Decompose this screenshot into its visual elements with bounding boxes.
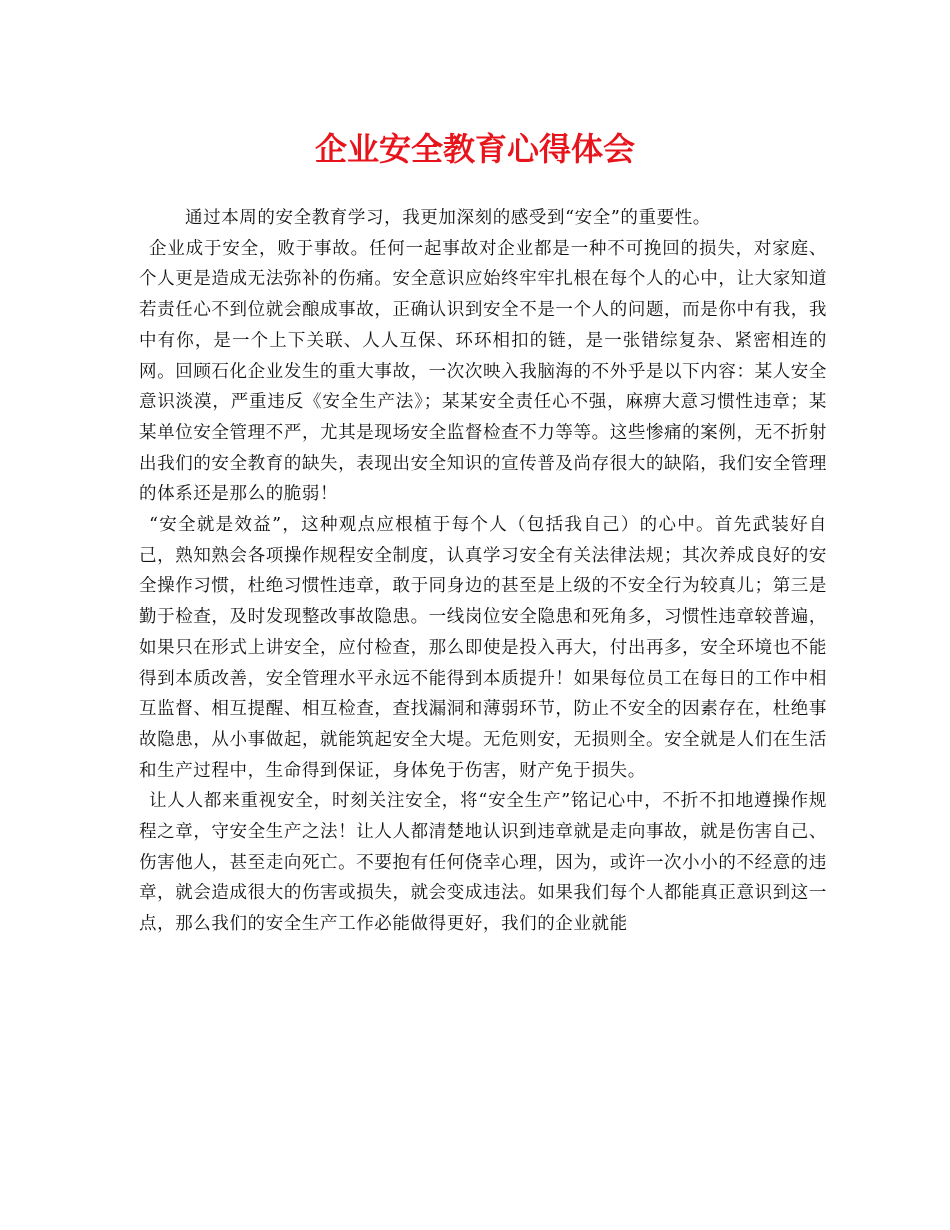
document-body xyxy=(139,203,827,940)
paragraph-safety-benefit: “安全就是效益”，这种观点应根植于每个人（包括我自己）的心中。首先武装好自己，熟知熟会各项操作规程安全制度，认真学习安全有关法律法规；其次养成良好的安全操作习惯，杜绝习惯性违章，敢于同身边的甚至是上级的不安全行为较真儿；第三是勤于检查，及时发现整改事故隐患。一线岗位安全隐患和死角多，习惯性违章较普遍，如果只在形式上讲安全，应付检查，那么即使是投入再大，付出再多，安全环境也不能得到本质改善，安全管理水平永远不能得到本质提升！如果每位员工在每日的工作中相互监督、相互提醒、相互检查，查找漏洞和薄弱环节，防止不安全的因素存在，杜绝事故隐患，从小事做起，就能筑起安全大堤。无危则安，无损则全。安全就是人们在生活和生产过程中，生命得到保证，身体免于伤害，财产免于损失。 xyxy=(139,515,827,781)
paragraph-everyone-safety: 让人人都来重视安全，时刻关注安全，将“安全生产”铭记心中，不折不扣地遵操作规程之章，守安全生产之法！让人人都清楚地认识到违章就是走向事故，就是伤害自己、伤害他人，甚至走向死亡。不要抱有任何侥幸心理，因为，或许一次小小的不经意的违章，就会造成很大的伤害或损失，就会变成违法。如果我们每个人都能真正意识到这一点，那么我们的安全生产工作必能做得更好，我们的企业就能 xyxy=(139,791,827,935)
paragraph-intro: 通过本周的安全教育学习，我更加深刻的感受到“安全”的重要性。 xyxy=(185,208,711,228)
paragraph-accidents: 企业成于安全，败于事故。任何一起事故对企业都是一种不可挽回的损失，对家庭、个人更是造成无法弥补的伤痛。安全意识应始终牢牢扎根在每个人的心中，让大家知道若责任心不到位就会酿成事故，正确认识到安全不是一个人的问题，而是你中有我，我中有你，是一个上下关联、人人互保、环环相扣的链，是一张错综复杂、紧密相连的网。回顾石化企业发生的重大事故，一次次映入我脑海的不外乎是以下内容：某人安全意识淡漠，严重违反《安全生产法》；某某安全责任心不强，麻痹大意习惯性违章；某某单位安全管理不严，尤其是现场安全监督检查不力等等。这些惨痛的案例，无不折射出我们的安全教育的缺失，表现出安全知识的宣传普及尚存很大的缺陷，我们安全管理的体系还是那么的脆弱！ xyxy=(139,238,827,505)
document-title: 企业安全教育心得体会 xyxy=(314,130,635,168)
